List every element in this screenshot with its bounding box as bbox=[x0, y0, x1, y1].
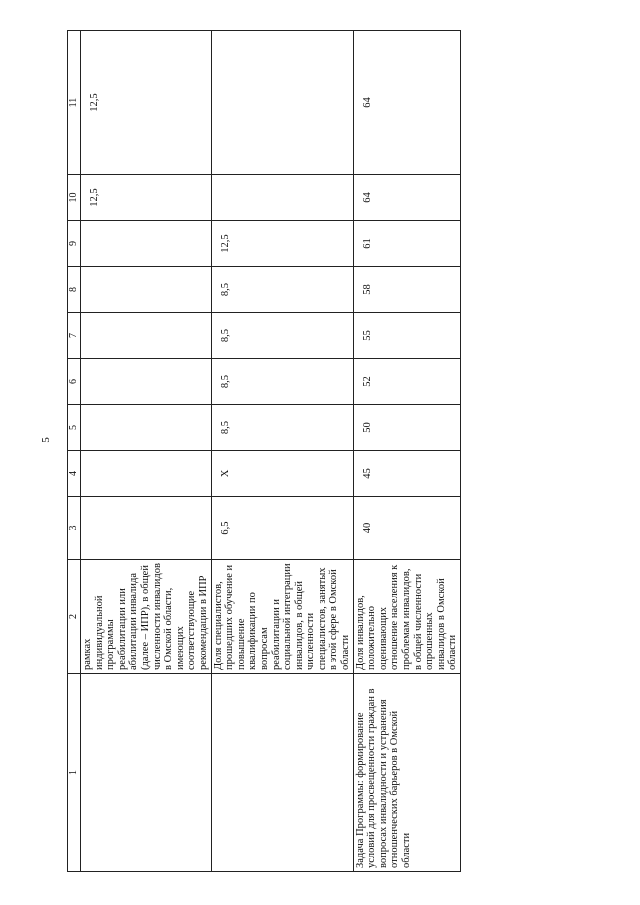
value-cell: 8,5 bbox=[211, 313, 353, 359]
value-cell bbox=[81, 267, 212, 313]
column-header: 7 bbox=[68, 313, 81, 359]
value-cell: 8,5 bbox=[211, 359, 353, 405]
indicator-cell: Доля инвалидов, положительно оценивающих отношение населения к проблемам инвалидов, в общей численности опрошенных инвалидов в Омской области bbox=[353, 560, 460, 674]
column-header: 5 bbox=[68, 405, 81, 451]
indicators-table bbox=[67, 30, 461, 872]
indicator-cell: Доля специалистов, прошедших обучение и повышение квалификации по вопросам реабилитации и социальной интеграции инвалидов, в общей численности специалистов, занятых в этой сфере в Омской области bbox=[211, 560, 353, 674]
value-cell bbox=[211, 175, 353, 221]
value-cell bbox=[211, 31, 353, 175]
value-cell: 61 bbox=[353, 221, 460, 267]
value-cell: 64 bbox=[353, 175, 460, 221]
task-cell bbox=[211, 674, 353, 872]
value-cell: 50 bbox=[353, 405, 460, 451]
column-header: 11 bbox=[68, 31, 81, 175]
value-cell: 52 bbox=[353, 359, 460, 405]
value-cell bbox=[81, 451, 212, 497]
column-header: 2 bbox=[68, 560, 81, 674]
value-cell: 12,5 bbox=[81, 175, 212, 221]
rotated-table-area bbox=[67, 31, 459, 872]
value-cell: 45 bbox=[353, 451, 460, 497]
value-cell: 12,5 bbox=[81, 31, 212, 175]
value-cell: 6,5 bbox=[211, 497, 353, 560]
table-row bbox=[81, 31, 212, 872]
column-header: 6 bbox=[68, 359, 81, 405]
indicator-cell: рамках индивидуальной программы реабилитации или абилитации инвалида (далее – ИПР), в общей численности инвалидов в Омской области, имеющих соответствующие рекомендации в ИПР bbox=[81, 560, 212, 674]
column-header: 4 bbox=[68, 451, 81, 497]
value-cell: 8,5 bbox=[211, 405, 353, 451]
value-cell bbox=[81, 497, 212, 560]
table-container bbox=[67, 31, 459, 872]
value-cell: 40 bbox=[353, 497, 460, 560]
column-header: 10 bbox=[68, 175, 81, 221]
column-header: 9 bbox=[68, 221, 81, 267]
value-cell bbox=[81, 405, 212, 451]
value-cell: X bbox=[211, 451, 353, 497]
table-row bbox=[211, 31, 353, 872]
page-number: 5 bbox=[40, 437, 52, 443]
value-cell bbox=[81, 359, 212, 405]
column-header: 8 bbox=[68, 267, 81, 313]
table-row bbox=[353, 31, 460, 872]
task-cell: Задача Программы: формирование условий для просвещенности граждан в вопросах инвалидности и устранения отношенческих барьеров в Омской области bbox=[353, 674, 460, 872]
value-cell: 12,5 bbox=[211, 221, 353, 267]
header-row bbox=[68, 31, 81, 872]
value-cell: 58 bbox=[353, 267, 460, 313]
task-cell bbox=[81, 674, 212, 872]
value-cell: 55 bbox=[353, 313, 460, 359]
value-cell: 64 bbox=[353, 31, 460, 175]
column-header: 1 bbox=[68, 674, 81, 872]
value-cell bbox=[81, 221, 212, 267]
value-cell bbox=[81, 313, 212, 359]
value-cell: 8,5 bbox=[211, 267, 353, 313]
column-header: 3 bbox=[68, 497, 81, 560]
